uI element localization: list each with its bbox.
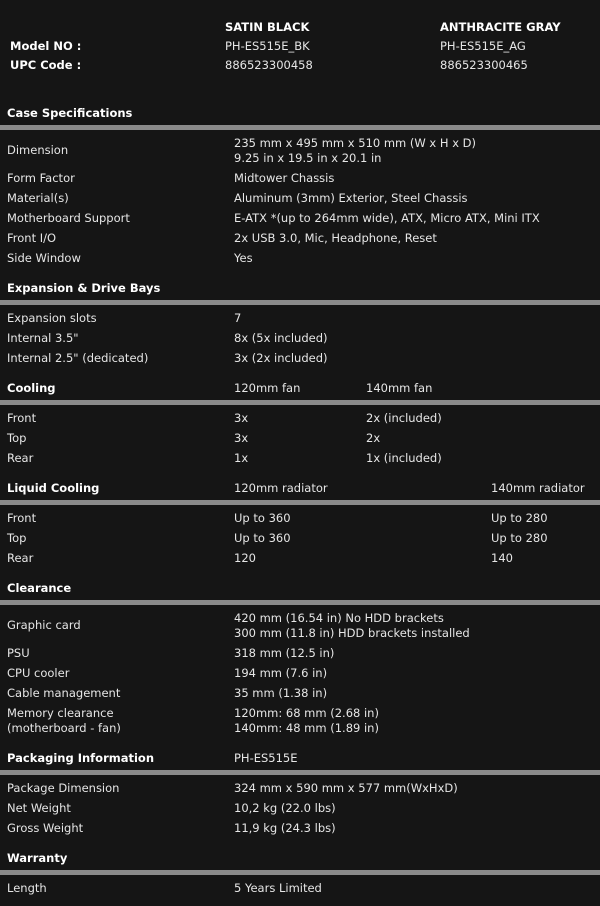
section-divider <box>0 770 600 775</box>
cpu-cooler-value: 194 mm (7.6 in) <box>234 666 328 680</box>
model-col1: PH-ES515E_BK <box>225 39 310 53</box>
dimension-label: Dimension <box>7 143 69 157</box>
expansion-slots-label: Expansion slots <box>7 311 97 325</box>
gross-weight-value: 11,9 kg (24.3 lbs) <box>234 821 336 835</box>
liquid-rear-140: 140 <box>491 551 513 565</box>
psu-label: PSU <box>7 646 30 660</box>
section-divider <box>0 300 600 305</box>
liquid-col-120: 120mm radiator <box>234 481 328 495</box>
section-title-expansion: Expansion & Drive Bays <box>7 281 161 295</box>
cable-management-value: 35 mm (1.38 in) <box>234 686 328 700</box>
front-io-label: Front I/O <box>7 231 57 245</box>
liquid-rear-label: Rear <box>7 551 34 565</box>
form-factor-label: Form Factor <box>7 171 75 185</box>
dimension-value-mm: 235 mm x 495 mm x 510 mm (W x H x D) <box>234 136 476 150</box>
liquid-top-120: Up to 360 <box>234 531 291 545</box>
internal-25-label: Internal 2.5" (dedicated) <box>7 351 149 365</box>
section-title-cooling: Cooling <box>7 381 56 395</box>
dimension-value-in: 9.25 in x 19.5 in x 20.1 in <box>234 151 382 165</box>
gross-weight-label: Gross Weight <box>7 821 84 835</box>
cooling-rear-120: 1x <box>234 451 249 465</box>
cooling-front-120: 3x <box>234 411 249 425</box>
section-divider <box>0 600 600 605</box>
section-title-clearance: Clearance <box>7 581 72 595</box>
memory-clearance-label-2: (motherboard - fan) <box>7 721 121 735</box>
col1-title: SATIN BLACK <box>225 20 310 34</box>
motherboard-value: E-ATX *(up to 264mm wide), ATX, Micro ATX, Mini ITX <box>234 211 540 225</box>
internal-35-value: 8x (5x included) <box>234 331 328 345</box>
front-io-value: 2x USB 3.0, Mic, Headphone, Reset <box>234 231 437 245</box>
packaging-model: PH-ES515E <box>234 751 298 765</box>
motherboard-label: Motherboard Support <box>7 211 130 225</box>
cooling-front-140: 2x (included) <box>366 411 442 425</box>
section-title-case-specs: Case Specifications <box>7 106 133 120</box>
liquid-top-label: Top <box>7 531 27 545</box>
liquid-front-label: Front <box>7 511 37 525</box>
liquid-rear-120: 120 <box>234 551 256 565</box>
graphic-card-value-1: 420 mm (16.54 in) No HDD brackets <box>234 611 444 625</box>
net-weight-label: Net Weight <box>7 801 71 815</box>
section-divider <box>0 400 600 405</box>
cooling-rear-140: 1x (included) <box>366 451 442 465</box>
internal-25-value: 3x (2x included) <box>234 351 328 365</box>
section-divider <box>0 125 600 130</box>
cooling-rear-label: Rear <box>7 451 34 465</box>
memory-clearance-value-2: 140mm: 48 mm (1.89 in) <box>234 721 379 735</box>
graphic-card-value-2: 300 mm (11.8 in) HDD brackets installed <box>234 626 470 640</box>
section-divider <box>0 870 600 875</box>
graphic-card-label: Graphic card <box>7 618 81 632</box>
cable-management-label: Cable management <box>7 686 121 700</box>
material-label: Material(s) <box>7 191 69 205</box>
section-title-packaging: Packaging Information <box>7 751 155 765</box>
liquid-front-120: Up to 360 <box>234 511 291 525</box>
liquid-col-140: 140mm radiator <box>491 481 585 495</box>
upc-col1: 886523300458 <box>225 58 313 72</box>
package-dimension-label: Package Dimension <box>7 781 120 795</box>
cooling-front-label: Front <box>7 411 37 425</box>
cpu-cooler-label: CPU cooler <box>7 666 70 680</box>
net-weight-value: 10,2 kg (22.0 lbs) <box>234 801 336 815</box>
model-col2: PH-ES515E_AG <box>440 39 526 53</box>
expansion-slots-value: 7 <box>234 311 242 325</box>
internal-35-label: Internal 3.5" <box>7 331 79 345</box>
liquid-front-140: Up to 280 <box>491 511 548 525</box>
package-dimension-value: 324 mm x 590 mm x 577 mm(WxHxD) <box>234 781 458 795</box>
warranty-length-label: Length <box>7 881 47 895</box>
upc-label: UPC Code : <box>10 58 82 72</box>
liquid-top-140: Up to 280 <box>491 531 548 545</box>
cooling-col-140: 140mm fan <box>366 381 433 395</box>
upc-col2: 886523300465 <box>440 58 528 72</box>
cooling-top-label: Top <box>7 431 27 445</box>
cooling-top-120: 3x <box>234 431 249 445</box>
model-label: Model NO : <box>10 39 82 53</box>
material-value: Aluminum (3mm) Exterior, Steel Chassis <box>234 191 468 205</box>
side-window-value: Yes <box>234 251 253 265</box>
cooling-col-120: 120mm fan <box>234 381 301 395</box>
section-title-liquid-cooling: Liquid Cooling <box>7 481 100 495</box>
cooling-top-140: 2x <box>366 431 381 445</box>
psu-value: 318 mm (12.5 in) <box>234 646 335 660</box>
warranty-length-value: 5 Years Limited <box>234 881 322 895</box>
form-factor-value: Midtower Chassis <box>234 171 335 185</box>
memory-clearance-label-1: Memory clearance <box>7 706 114 720</box>
col2-title: ANTHRACITE GRAY <box>440 20 561 34</box>
section-title-warranty: Warranty <box>7 851 68 865</box>
side-window-label: Side Window <box>7 251 81 265</box>
memory-clearance-value-1: 120mm: 68 mm (2.68 in) <box>234 706 379 720</box>
section-divider <box>0 500 600 505</box>
